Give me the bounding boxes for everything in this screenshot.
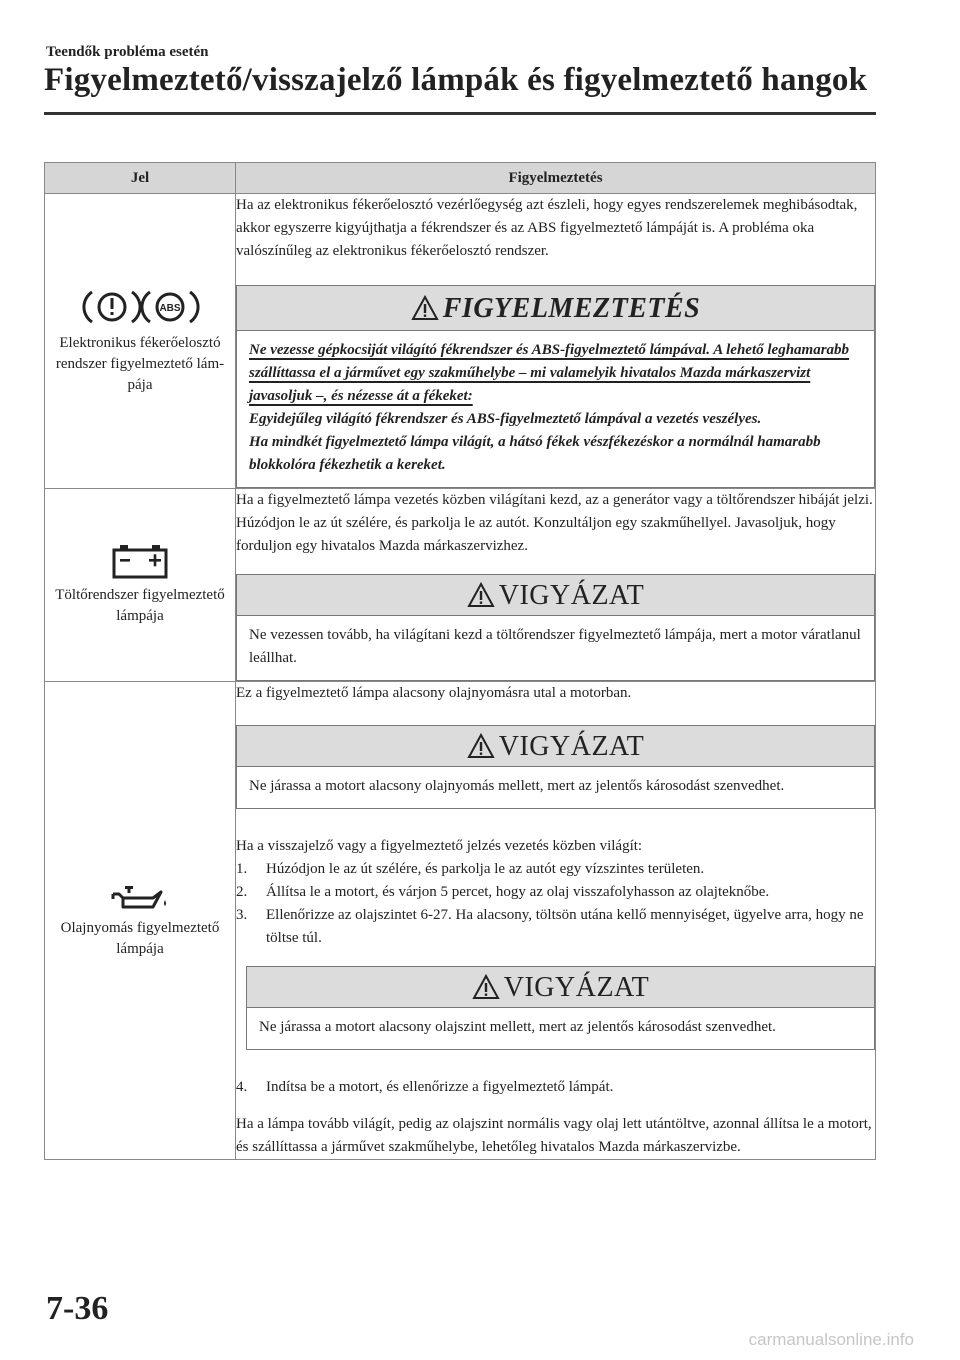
caution-box xyxy=(246,966,875,1050)
symbol-cell xyxy=(45,489,236,682)
symbol-cell xyxy=(45,682,236,1160)
description-cell xyxy=(236,194,876,489)
step-number: 4. xyxy=(236,1079,248,1095)
description-text: Ez a figyelmeztető lámpa alacsony olajnyomásra utal a motorban. xyxy=(236,685,632,701)
description-cell xyxy=(236,682,876,1160)
list-item xyxy=(236,858,875,881)
oil-pressure-icon xyxy=(109,882,171,912)
caution-box-body: Ne járassa a motort alacsony olajszint mellett, mert az jelentős károsodást szenvedhet. xyxy=(259,1019,776,1035)
warning-triangle-icon xyxy=(472,974,500,1000)
warning-triangle-icon xyxy=(411,295,439,321)
description-text: Húzódjon le az út szélére, és parkolja le az autót. Konzultáljon egy szakműhellyel. Javasoljuk, hogy forduljon egy hivatalos Mazda márkaszervizhez. xyxy=(236,515,836,554)
step-number: 1. xyxy=(236,861,248,877)
step-text: Húzódjon le az út szélére, és parkolja le az autót egy vízszintes területen. xyxy=(266,861,705,877)
symbol-label: Elektronikus fékerőelosztó rendszer figyelmeztető lám-pája xyxy=(55,334,225,393)
symbol-cell xyxy=(45,194,236,489)
caution-box xyxy=(236,574,875,681)
step-text: Ellenőrizze az olajszintet 6-27. Ha alacsony, töltsön utána kellő mennyiséget, ügyelve arra, hogy ne töltse túl. xyxy=(266,907,864,946)
list-item xyxy=(236,1076,875,1099)
watermark: carmanualsonline.info xyxy=(748,1330,914,1349)
step-list xyxy=(236,1076,875,1099)
step-number: 3. xyxy=(236,907,248,923)
caution-box-title: VIGYÁZAT xyxy=(498,730,645,762)
caution-box-header xyxy=(247,967,874,1008)
caution-box-body: Ne vezessen tovább, ha világítani kezd a töltőrendszer figyelmeztető lámpája, mert a motor váratlanul leállhat. xyxy=(249,627,861,666)
warning-triangle-icon xyxy=(467,582,495,608)
description-text: Ha a lámpa tovább világít, pedig az olajszint normális vagy olaj lett utántöltve, azonnal állítsa le a motort, és szállíttassa a járművet szakműhelybe, lehetőleg hivatalos Mazda márkaszervizbe. xyxy=(236,1116,872,1155)
warning-triangle-icon xyxy=(467,733,495,759)
column-header-symbol: Jel xyxy=(45,163,236,194)
description-text: Ha a figyelmeztető lámpa vezetés közben világítani kezd, az a generátor vagy a töltőrendszer hibáját jelzi. xyxy=(236,492,873,508)
step-text: Indítsa be a motort, és ellenőrizze a figyelmeztető lámpát. xyxy=(266,1079,614,1095)
warning-text: Egyidejűleg világító fékrendszer és ABS-figyelmeztető lámpával a vezetés veszélyes. xyxy=(249,411,762,427)
page-title: Figyelmeztető/visszajelző lámpák és figyelmeztető hangok xyxy=(44,62,868,98)
caution-box-header xyxy=(237,575,874,616)
list-item xyxy=(236,881,875,904)
warning-box xyxy=(236,285,875,488)
svg-text:ABS: ABS xyxy=(159,302,181,314)
table-row xyxy=(45,194,876,489)
battery-icon xyxy=(111,543,169,579)
description-text: Ha az elektronikus fékerőelosztó vezérlőegység azt észleli, hogy egyes rendszerelemek meghibásodtak, akkor egyszerre kigyújthatja a fékrendszer és az ABS figyelmeztető lámpáját is. A probléma oka valószínűleg az elektronikus fékerőelosztó rendszer. xyxy=(236,197,858,259)
list-item xyxy=(236,904,875,950)
caution-box xyxy=(236,725,875,809)
column-header-warning: Figyelmeztetés xyxy=(236,163,876,194)
step-text: Állítsa le a motort, és várjon 5 percet, hogy az olaj visszafolyhasson az olajteknőbe. xyxy=(266,884,770,900)
caution-box-header xyxy=(237,726,874,767)
table-header-row xyxy=(45,163,876,194)
warning-lamp-table xyxy=(44,162,876,1160)
description-cell xyxy=(236,489,876,682)
caution-box-body: Ne járassa a motort alacsony olajnyomás mellett, mert az jelentős károsodást szenvedhet. xyxy=(249,778,785,794)
table-row xyxy=(45,682,876,1160)
symbol-label: Olajnyomás figyelmeztető lámpája xyxy=(60,919,220,957)
page-number: 7-36 xyxy=(46,1290,109,1327)
warning-text: Ha mindkét figyelmeztető lámpa világít, a hátsó fékek vészfékezéskor a normálnál hamarabb blokkolóra fékezhetik a kereket. xyxy=(249,434,821,473)
warning-box-body xyxy=(237,331,874,487)
warning-box-header xyxy=(237,286,874,331)
step-number: 2. xyxy=(236,884,248,900)
caution-box-title: VIGYÁZAT xyxy=(503,971,650,1003)
section-label: Teendők probléma esetén xyxy=(46,44,209,60)
caution-box-title: VIGYÁZAT xyxy=(498,579,645,611)
description-text: Ha a visszajelző vagy a figyelmeztető jelzés vezetés közben világít: xyxy=(236,838,643,854)
warning-text-underlined: Ne vezesse gépkocsiját világító fékrendszer és ABS-figyelmeztető lámpával. A lehető leghamarabb szállíttassa el a járművet egy szakműhelybe – mi valamelyik hivatalos Mazda márkaszervizt javasoljuk –, és nézesse át a fékeket: xyxy=(249,342,850,404)
warning-box-title: FIGYELMEZTETÉS xyxy=(442,292,701,324)
brake-abs-warning-icon xyxy=(80,287,200,327)
table-row xyxy=(45,489,876,682)
symbol-label: Töltőrendszer figyelmeztető lámpája xyxy=(55,587,225,624)
title-rule xyxy=(44,112,876,115)
step-list xyxy=(236,858,875,950)
